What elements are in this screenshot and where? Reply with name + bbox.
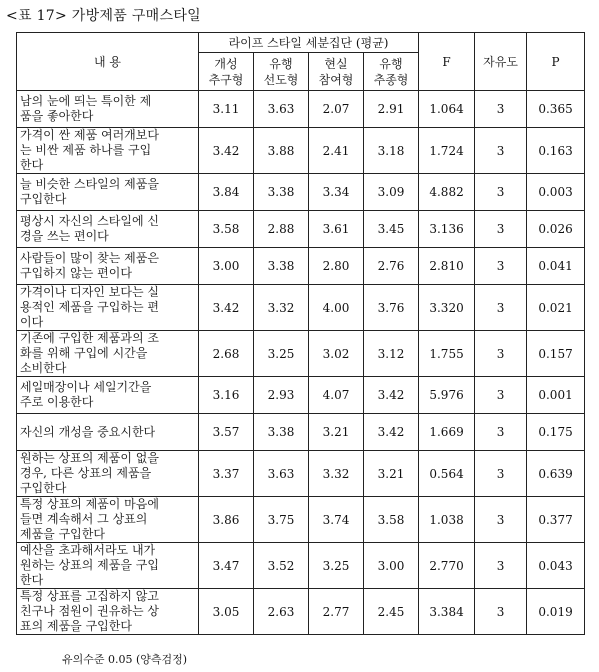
df-value: 3 — [475, 285, 527, 331]
mean-realist: 3.34 — [309, 174, 364, 211]
mean-follower: 2.91 — [364, 91, 419, 128]
table-row — [17, 248, 585, 285]
f-value: 1.724 — [419, 128, 475, 174]
table-row — [17, 128, 585, 174]
df-value: 3 — [475, 248, 527, 285]
p-value: 0.026 — [527, 211, 585, 248]
item-description: 가격이나 디자인 보다는 실 용적인 제품을 구입하는 편 이다 — [17, 285, 199, 331]
df-value: 3 — [475, 414, 527, 451]
p-value: 0.041 — [527, 248, 585, 285]
item-description: 가격이 싼 제품 여러개보다 는 비싼 제품 하나를 구입 한다 — [17, 128, 199, 174]
mean-trendsetter: 3.38 — [254, 414, 309, 451]
mean-realist: 2.80 — [309, 248, 364, 285]
df-value: 3 — [475, 451, 527, 497]
table-row — [17, 377, 585, 414]
mean-individuality: 3.84 — [199, 174, 254, 211]
mean-trendsetter: 3.63 — [254, 451, 309, 497]
mean-individuality: 3.42 — [199, 285, 254, 331]
f-value: 5.976 — [419, 377, 475, 414]
df-value: 3 — [475, 543, 527, 589]
df-value: 3 — [475, 174, 527, 211]
df-header: 자유도 — [475, 33, 527, 91]
table-row — [17, 543, 585, 589]
p-header: P — [527, 33, 585, 91]
group-header: 라이프 스타일 세분집단 (평균) — [199, 33, 419, 53]
mean-individuality: 3.57 — [199, 414, 254, 451]
mean-realist: 3.32 — [309, 451, 364, 497]
table-row — [17, 497, 585, 543]
mean-follower: 3.12 — [364, 331, 419, 377]
f-value: 4.882 — [419, 174, 475, 211]
mean-trendsetter: 3.88 — [254, 128, 309, 174]
p-value: 0.163 — [527, 128, 585, 174]
mean-realist: 2.77 — [309, 589, 364, 635]
mean-realist: 4.07 — [309, 377, 364, 414]
table-row — [17, 91, 585, 128]
df-value: 3 — [475, 589, 527, 635]
f-value: 0.564 — [419, 451, 475, 497]
f-value: 2.770 — [419, 543, 475, 589]
table-row — [17, 451, 585, 497]
mean-trendsetter: 3.25 — [254, 331, 309, 377]
table-row — [17, 285, 585, 331]
mean-realist: 3.61 — [309, 211, 364, 248]
df-value: 3 — [475, 211, 527, 248]
f-header: F — [419, 33, 475, 91]
mean-individuality: 3.42 — [199, 128, 254, 174]
mean-follower: 3.42 — [364, 377, 419, 414]
table-row — [17, 414, 585, 451]
mean-follower: 3.18 — [364, 128, 419, 174]
mean-follower: 3.45 — [364, 211, 419, 248]
mean-individuality: 3.11 — [199, 91, 254, 128]
table-title: <표 17> 가방제품 구매스타일 — [6, 8, 201, 24]
mean-follower: 3.00 — [364, 543, 419, 589]
p-value: 0.043 — [527, 543, 585, 589]
p-value: 0.377 — [527, 497, 585, 543]
mean-individuality: 3.00 — [199, 248, 254, 285]
mean-follower: 2.45 — [364, 589, 419, 635]
table-row — [17, 331, 585, 377]
mean-realist: 2.41 — [309, 128, 364, 174]
item-description: 특정 상표의 제품이 마음에 들면 계속해서 그 상표의 제품을 구입한다 — [17, 497, 199, 543]
mean-trendsetter: 2.93 — [254, 377, 309, 414]
mean-follower: 2.76 — [364, 248, 419, 285]
item-description: 원하는 상표의 제품이 없을 경우, 다른 상표의 제품을 구입한다 — [17, 451, 199, 497]
mean-trendsetter: 2.88 — [254, 211, 309, 248]
table-row — [17, 589, 585, 635]
item-description: 예산을 초과해서라도 내가 원하는 상표의 제품을 구입 한다 — [17, 543, 199, 589]
p-value: 0.639 — [527, 451, 585, 497]
f-value: 3.320 — [419, 285, 475, 331]
mean-realist: 3.21 — [309, 414, 364, 451]
group-header-individuality: 개성 추구형 — [199, 53, 254, 91]
df-value: 3 — [475, 377, 527, 414]
f-value: 1.669 — [419, 414, 475, 451]
group-header-realist: 현실 참여형 — [309, 53, 364, 91]
mean-trendsetter: 3.63 — [254, 91, 309, 128]
mean-realist: 3.74 — [309, 497, 364, 543]
mean-individuality: 2.68 — [199, 331, 254, 377]
mean-trendsetter: 3.75 — [254, 497, 309, 543]
purchase-style-table — [16, 32, 585, 635]
mean-realist: 3.02 — [309, 331, 364, 377]
mean-trendsetter: 3.38 — [254, 174, 309, 211]
group-header-trendsetter: 유행 선도형 — [254, 53, 309, 91]
p-value: 0.157 — [527, 331, 585, 377]
mean-individuality: 3.86 — [199, 497, 254, 543]
item-description: 특정 상표를 고집하지 않고 친구나 점원이 권유하는 상 표의 제품을 구입한다 — [17, 589, 199, 635]
item-description: 평상시 자신의 스타일에 신 경을 쓰는 편이다 — [17, 211, 199, 248]
mean-follower: 3.21 — [364, 451, 419, 497]
mean-realist: 4.00 — [309, 285, 364, 331]
table-row — [17, 211, 585, 248]
mean-individuality: 3.16 — [199, 377, 254, 414]
item-description: 사람들이 많이 찾는 제품은 구입하지 않는 편이다 — [17, 248, 199, 285]
mean-follower: 3.58 — [364, 497, 419, 543]
table-row — [17, 174, 585, 211]
mean-individuality: 3.58 — [199, 211, 254, 248]
p-value: 0.175 — [527, 414, 585, 451]
content-header: 내 용 — [17, 33, 199, 91]
p-value: 0.365 — [527, 91, 585, 128]
mean-follower: 3.42 — [364, 414, 419, 451]
df-value: 3 — [475, 128, 527, 174]
df-value: 3 — [475, 91, 527, 128]
f-value: 3.384 — [419, 589, 475, 635]
p-value: 0.021 — [527, 285, 585, 331]
df-value: 3 — [475, 497, 527, 543]
mean-trendsetter: 3.52 — [254, 543, 309, 589]
f-value: 1.038 — [419, 497, 475, 543]
mean-follower: 3.09 — [364, 174, 419, 211]
mean-realist: 2.07 — [309, 91, 364, 128]
item-description: 늘 비슷한 스타일의 제품을 구입한다 — [17, 174, 199, 211]
p-value: 0.001 — [527, 377, 585, 414]
mean-trendsetter: 3.32 — [254, 285, 309, 331]
mean-trendsetter: 2.63 — [254, 589, 309, 635]
f-value: 1.755 — [419, 331, 475, 377]
f-value: 2.810 — [419, 248, 475, 285]
f-value: 3.136 — [419, 211, 475, 248]
mean-individuality: 3.05 — [199, 589, 254, 635]
df-value: 3 — [475, 331, 527, 377]
mean-individuality: 3.37 — [199, 451, 254, 497]
item-description: 자신의 개성을 중요시한다 — [17, 414, 199, 451]
p-value: 0.019 — [527, 589, 585, 635]
item-description: 세일매장이나 세일기간을 주로 이용한다 — [17, 377, 199, 414]
item-description: 기존에 구입한 제품과의 조 화를 위해 구입에 시간을 소비한다 — [17, 331, 199, 377]
group-header-follower: 유행 추종형 — [364, 53, 419, 91]
mean-individuality: 3.47 — [199, 543, 254, 589]
item-description: 남의 눈에 띄는 특이한 제 품을 좋아한다 — [17, 91, 199, 128]
f-value: 1.064 — [419, 91, 475, 128]
mean-trendsetter: 3.38 — [254, 248, 309, 285]
mean-follower: 3.76 — [364, 285, 419, 331]
p-value: 0.003 — [527, 174, 585, 211]
table-body — [17, 91, 585, 635]
footnote: 유의수준 0.05 (양측검정) — [62, 653, 188, 666]
mean-realist: 3.25 — [309, 543, 364, 589]
